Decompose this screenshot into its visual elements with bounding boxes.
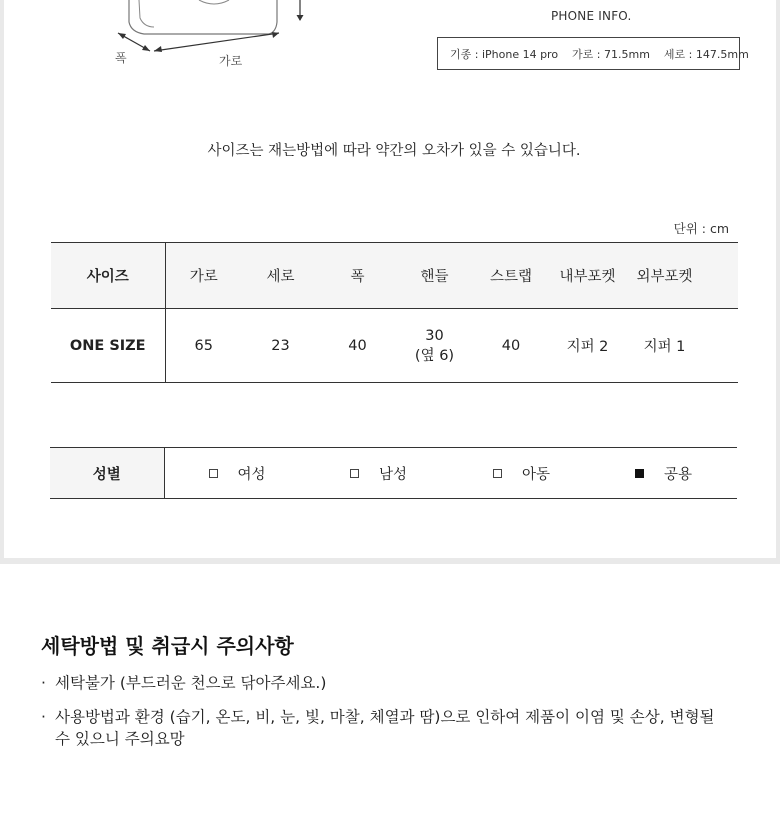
gender-option-label: 아동 xyxy=(522,466,551,483)
gender-header: 성별 xyxy=(50,448,164,499)
size-row-header: 사이즈 xyxy=(51,243,165,309)
value-spacer xyxy=(703,309,738,383)
value-height: 23 xyxy=(242,309,319,383)
bullet-icon: · xyxy=(41,708,46,726)
value-outer-pocket: 지퍼 1 xyxy=(626,309,703,383)
checkbox-icon xyxy=(350,469,359,478)
gender-option-male xyxy=(306,448,449,499)
gender-row xyxy=(50,448,737,499)
size-name: ONE SIZE xyxy=(51,309,165,383)
phone-info-title: PHONE INFO. xyxy=(551,9,632,23)
bullet-icon: · xyxy=(41,674,46,692)
size-notice: 사이즈는 재는방법에 따라 약간의 오차가 있을 수 있습니다. xyxy=(207,143,581,159)
gender-option-label: 남성 xyxy=(379,466,408,483)
list-item xyxy=(41,672,731,694)
checkbox-checked-icon xyxy=(635,469,644,478)
value-depth: 40 xyxy=(319,309,396,383)
value-handle: 30 (옆 6) xyxy=(396,309,473,383)
col-header-inner-pocket: 내부포켓 xyxy=(549,243,626,309)
gender-table xyxy=(50,447,737,499)
col-header-handle: 핸들 xyxy=(396,243,473,309)
col-header-depth: 폭 xyxy=(319,243,396,309)
bag-dimension-drawing xyxy=(104,0,314,75)
depth-label: 폭 xyxy=(115,51,127,65)
unit-label: 단위 : cm xyxy=(673,221,729,236)
phone-info-box: 기종 : iPhone 14 pro 가로 : 71.5mm 세로 : 147.5mm xyxy=(437,37,740,70)
checkbox-icon xyxy=(209,469,218,478)
care-item-text: 세탁불가 (부드러운 천으로 닦아주세요.) xyxy=(55,674,327,692)
value-inner-pocket: 지퍼 2 xyxy=(549,309,626,383)
col-header-outer-pocket: 외부포켓 xyxy=(626,243,703,309)
gender-option-female xyxy=(164,448,306,499)
col-header-strap: 스트랩 xyxy=(473,243,549,309)
gender-option-label: 여성 xyxy=(237,466,266,483)
value-width: 65 xyxy=(165,309,242,383)
col-header-height: 세로 xyxy=(242,243,319,309)
gender-option-label: 공용 xyxy=(664,466,693,483)
care-item-text: 사용방법과 환경 (습기, 온도, 비, 눈, 빛, 마찰, 체열과 땀)으로 인하여 제품이 이염 및 손상, 변형될 수 있으니 주의요망 xyxy=(55,708,715,748)
gender-option-unisex xyxy=(592,448,737,499)
table-row xyxy=(51,309,738,383)
list-item xyxy=(41,706,731,750)
care-list xyxy=(41,672,731,762)
size-info-card xyxy=(4,0,776,558)
value-strap: 40 xyxy=(473,309,549,383)
width-label: 가로 xyxy=(219,54,243,68)
col-header-spacer xyxy=(703,243,738,309)
size-table xyxy=(51,242,738,383)
gender-option-kids xyxy=(449,448,592,499)
size-table-header-row xyxy=(51,243,738,309)
checkbox-icon xyxy=(493,469,502,478)
col-header-width: 가로 xyxy=(165,243,242,309)
care-title: 세탁방법 및 취급시 주의사항 xyxy=(41,634,294,658)
